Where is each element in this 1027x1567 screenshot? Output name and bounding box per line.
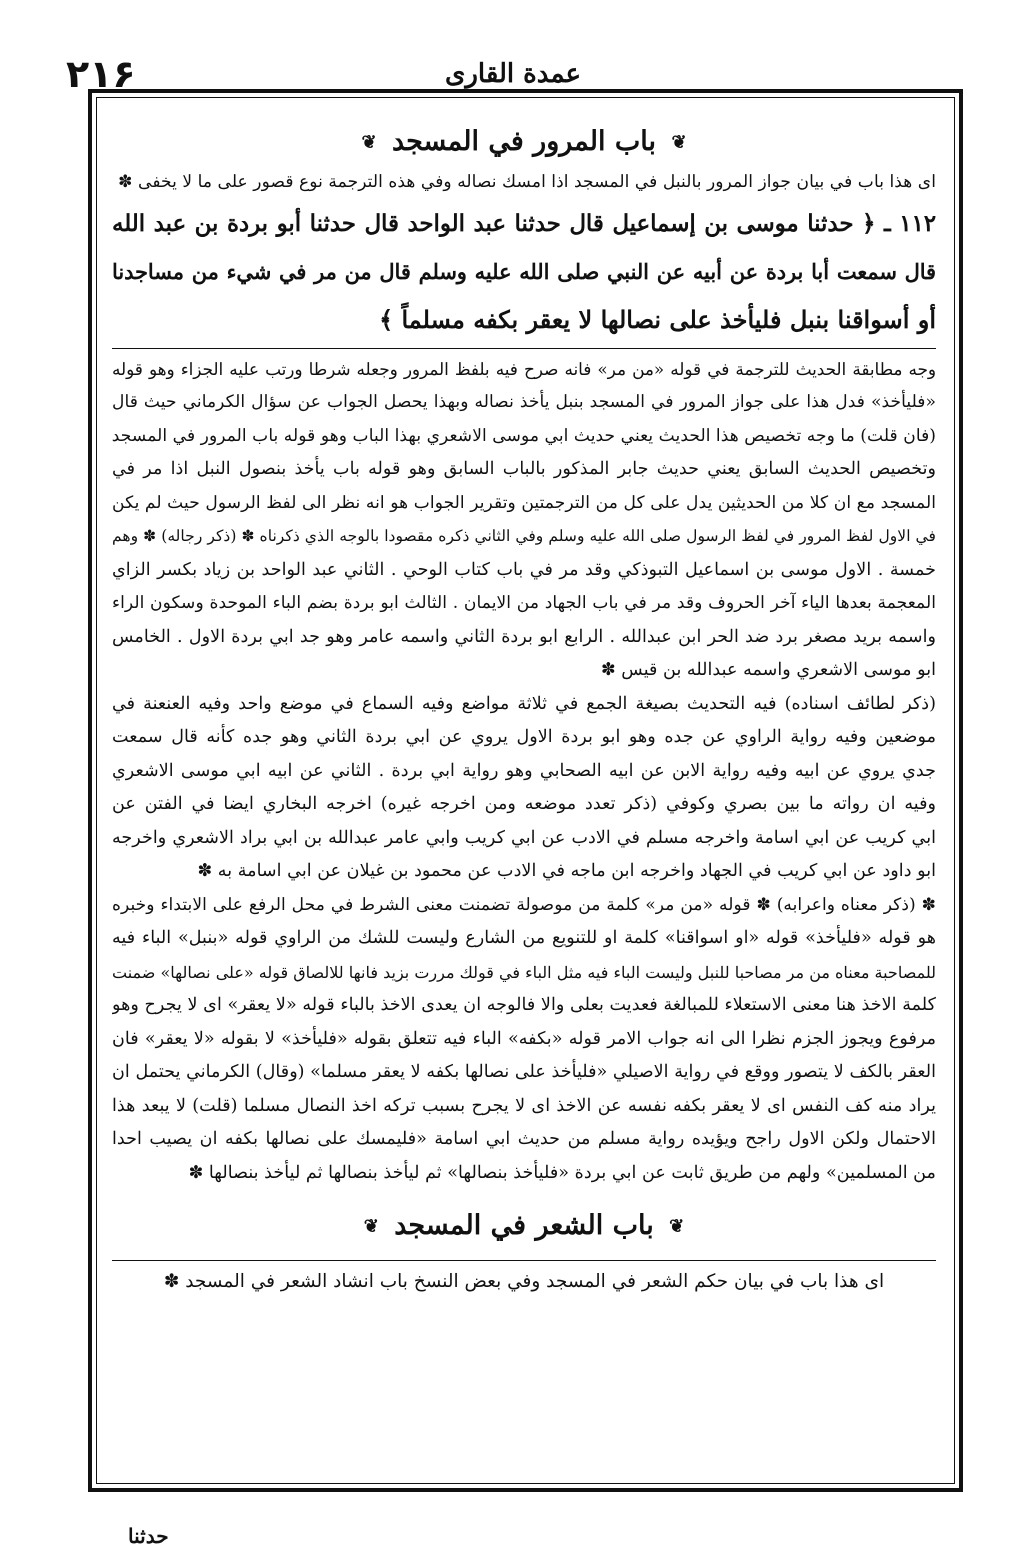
chapter-title: باب الشعر في المسجد (394, 1210, 654, 1241)
text-line: موضعين وفيه رواية الراوي عن جده وهو ابو بردة الاول يروي عن ابي بردة الثاني وهو جده كأنه قال سمعت (112, 727, 936, 747)
text-line: ✽ (ذكر معناه واعرابه) ✽ قوله «من مر» كلمة من موصولة تضمنت معنى الشرط في محل الرفع على الابتداء وخبره (112, 894, 936, 915)
text-line: وتخصيص الحديث السابق يعني حديث جابر المذكور بالباب السابق وهو قوله باب يأخذ بنصول النبل اذا مر في (112, 459, 936, 479)
chapter-heading (112, 1202, 936, 1250)
running-head: عمدة القارى (445, 59, 581, 89)
text-line: «فليأخذ» فدل هذا على جواز المرور في المسجد بنبل يأخذ نصاله وبهذا يحصل الجواب عن سؤال الكرماني حيث قال (112, 392, 936, 412)
text-line: في الاول لفظ المرور في لفظ الرسول صلى الله عليه وسلم وفي الثاني ذكره مقصودا بالوجه الذي ذكرناه ✽ (ذكر رجاله) ✽ وهم (112, 527, 936, 545)
chapter-heading (112, 118, 936, 166)
ornament-left-icon: ❦ (361, 131, 377, 153)
text-line: (ذكر لطائف اسناده) فيه التحديث بصيغة الجمع في ثلاثة مواضع وفيه السماع في موضع واحد وفيه العنعنة في (112, 693, 936, 714)
text-line: المعجمة بعدها الياء آخر الحروف وقد مر في باب الجهاد من الايمان . الثالث ابو بردة بضم الباء الموحدة وسكون الراء (112, 593, 936, 613)
ornament-left-icon: ❦ (363, 1215, 379, 1237)
catchword: حدثنا (128, 1524, 169, 1548)
text-line: (فان قلت) ما وجه تخصيص هذا الحديث يعني حديث ابي موسى الاشعري بهذا الباب وهو قوله باب المرور في المسجد (112, 425, 936, 446)
text-line: من المسلمين» ولهم من طريق ثابت عن ابي بردة «فليأخذ بنصالها» ثم ليأخذ بنصالها ثم ليأخذ بنصالها ✽ (188, 1162, 936, 1183)
text-line: ابو موسى الاشعري واسمه عبدالله بن قيس ✽ (600, 660, 936, 680)
chapter-intro: اى هذا باب في بيان حكم الشعر في المسجد وفي بعض النسخ باب انشاد الشعر في المسجد ✽ (163, 1271, 885, 1292)
text-line: المسجد مع ان كلا من الحديثين يدل على كل من الترجمتين وتقرير الجواب هو انه نظر الى لفظ الرسول حيث لم يكن (112, 492, 936, 513)
text-line: كلمة الاخذ هنا معنى الاستعلاء للمبالغة فعديت بعلى والا فالوجه ان يعدى الاخذ بالباء قوله «لا يعقر» اى لا يجرح وهو (112, 995, 936, 1015)
hadith-line: ١١٢ ـ ﴿ حدثنا موسى بن إسماعيل قال حدثنا عبد الواحد قال حدثنا أبو بردة بن عبد الله (112, 210, 936, 237)
text-line: ابي كريب عن ابي اسامة واخرجه مسلم في الادب عن ابي كريب وابي عامر عبدالله بن ابي براد الاشعري واخرجه (112, 827, 936, 848)
commentary-block (112, 353, 936, 688)
chapter-intro: اى هذا باب في بيان جواز المرور بالنبل في المسجد اذا امسك نصاله وفي هذه الترجمة نوع قصور على ما لا يخفى ✽ (118, 172, 936, 192)
text-line: يراد منه كف النفس اى لا يعقر بكفه نفسه عن الاخذ اى لا يجرح بسبب تركه اخذ النصال مسلما (قلت) لا يبعد هذا (112, 1095, 936, 1116)
page-content (112, 118, 936, 1476)
isnad-notes-block (112, 688, 936, 889)
section-divider (112, 348, 936, 349)
meaning-notes-block (112, 889, 936, 1191)
text-line: مرفوع ويجوز الجزم نظرا الى انه جواب الامر قوله «بكفه» الباء فيه تتعلق بقوله «فليأخذ» لا بقوله «لا يعقر» فان (112, 1028, 936, 1049)
ornament-right-icon: ❦ (671, 131, 687, 153)
text-line: وفيه ان رواته ما بين بصري وكوفي (ذكر تعدد موضعه ومن اخرجه غيره) اخرجه البخاري ايضا في الفتن عن (112, 794, 936, 814)
text-line: هو قوله «فليأخذ» قوله «او اسواقنا» كلمة او للتنويع من الشارع وليست للشك من الراوي قوله «بنبل» الباء فيه (112, 928, 936, 948)
text-line: واسمه بريد مصغر برد ضد الحر ابن عبدالله . الرابع ابو بردة الثاني واسمه عامر وهو جد ابي بردة الاول . الخامس (112, 626, 936, 647)
text-line: العقر بالكف لا يتصور ووقع في رواية الاصيلي «فليأخذ على نصالها بكفه لا يعقر مسلما» (وقال) الكرماني يحتمل ان (112, 1062, 936, 1082)
text-line: جدي يروي عن ابيه وفيه رواية الابن عن ابيه الصحابي وهو رواية ابي بردة . الثاني عن ابيه ابي موسى الاشعري (112, 760, 936, 781)
text-line: وجه مطابقة الحديث للترجمة في قوله «من مر» فانه صرح فيه بلفظ المرور وجعله شرطا ورتب عليه الجزاء وهو قوله (112, 358, 936, 379)
spacer (112, 1190, 936, 1202)
ornament-right-icon: ❦ (669, 1215, 685, 1237)
hadith-line: قال سمعت أبا بردة عن أبيه عن النبي صلى الله عليه وسلم قال من مر في شيء من مساجدنا (112, 258, 936, 284)
hadith-line: أو أسواقنا بنبل فليأخذ على نصالها لا يعقر بكفه مسلماً ﴾ (379, 304, 936, 334)
text-line: ابو داود عن ابي كريب في الجهاد واخرجه ابن ماجه في الادب عن محمود بن غيلان عن ابي اسامة به ✽ (197, 861, 936, 881)
hadith-text (112, 200, 936, 344)
page-number: ۲۱۶ (66, 52, 136, 96)
section-divider (112, 1260, 936, 1261)
chapter-title: باب المرور في المسجد (391, 126, 657, 157)
text-line: للمصاحبة معناه من مر مصاحبا للنبل وليست الباء فيه مثل الباء في قولك مررت بزيد فانها للالصاق قوله «على نصالها» ضمنت (112, 962, 936, 982)
text-line: خمسة . الاول موسى بن اسماعيل التبوذكي وقد مر في باب كتاب الوحي . الثاني عبد الواحد بن زياد بكسر الزاي (112, 559, 936, 580)
text-line: الاحتمال ولكن الاول راجح ويؤيده رواية مسلم من حديث ابي اسامة «فليمسك على نصالها بكفه ان يصيب احدا (112, 1129, 936, 1149)
